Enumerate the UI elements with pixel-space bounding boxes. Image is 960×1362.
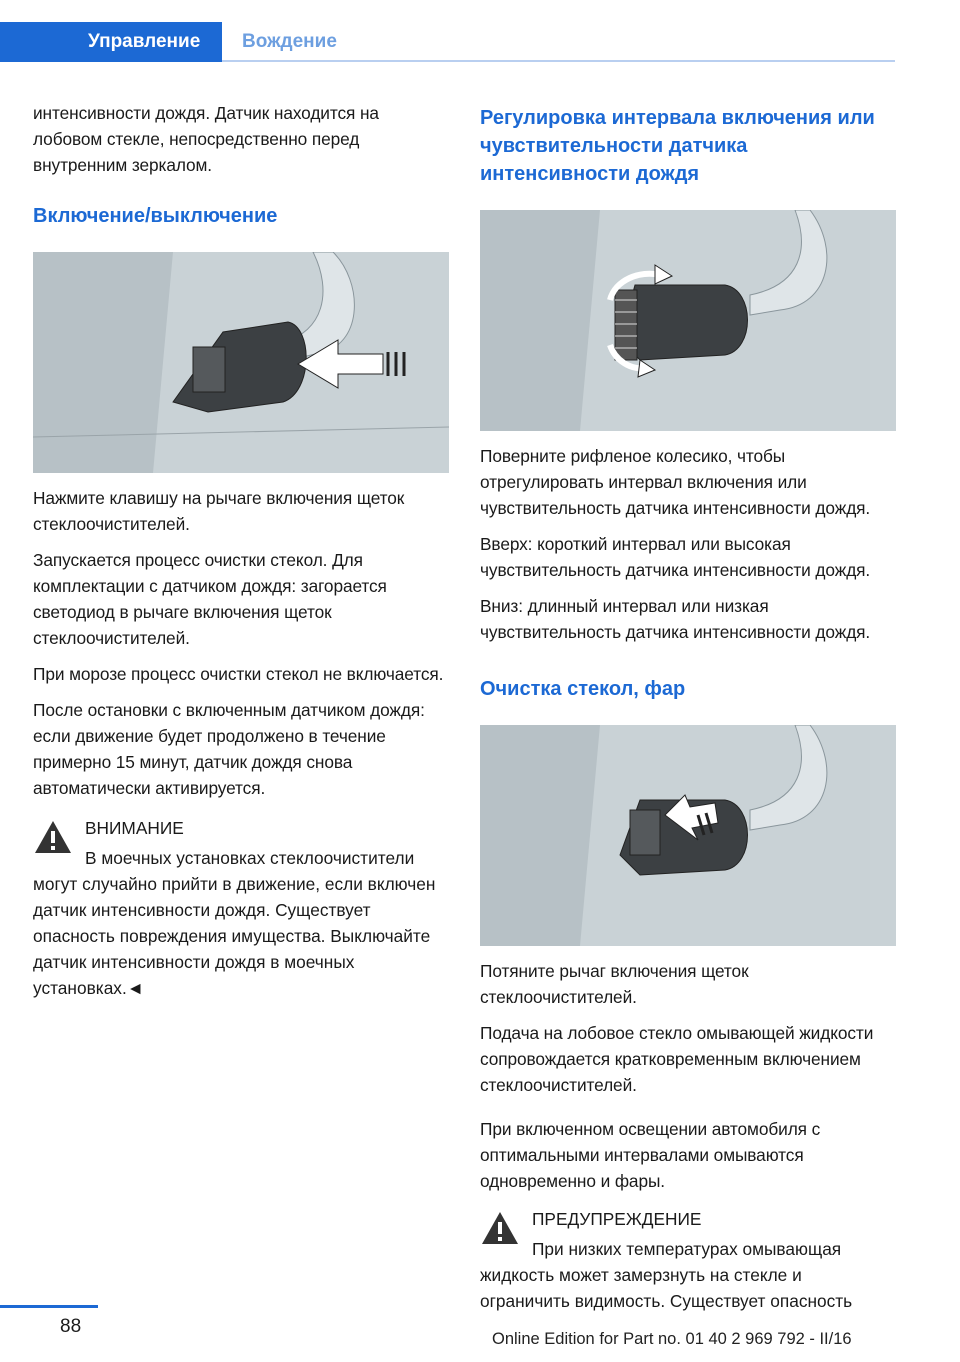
restart-paragraph: После остановки с включенным датчиком дождя: если движение будет продолжено в течение примерно 15 минут, датчик дождя снова автоматически активируется. (33, 700, 425, 798)
page-number: 88 (60, 1316, 82, 1337)
wiper-lever-illustration (33, 252, 449, 473)
caution-box (480, 1206, 896, 1314)
right-column (480, 100, 896, 1314)
warning-box (33, 815, 449, 1001)
page-number-rule (0, 1305, 98, 1308)
figure-washer-pull (480, 725, 896, 946)
frost-paragraph: При морозе процесс очистки стекол не включается. (33, 664, 444, 684)
tab-driving[interactable]: Вождение (242, 31, 337, 52)
figure-interval-wheel (480, 210, 896, 431)
figure-wiper-button (33, 252, 449, 473)
pull-lever-paragraph: Потяните рычаг включения щеток стеклоочистителей. (480, 961, 749, 1007)
heading-interval: Регулировка интервала включения или чувствительности датчика интенсивности дождя (480, 107, 875, 185)
headlights-paragraph: При включенном освещении автомобиля с оптимальными интервалами омываются одновременно и фары. (480, 1119, 821, 1191)
tab-divider (222, 60, 895, 62)
wheel-illustration (480, 210, 896, 431)
left-column (33, 100, 449, 1001)
heading-on-off: Включение/выключение (33, 205, 278, 227)
up-paragraph: Вверх: короткий интервал или высокая чувствительность датчика интенсивности дождя. (480, 534, 871, 580)
intro-paragraph: интенсивности дождя. Датчик находится на лобовом стекле, непосредственно перед внутренним зеркалом. (33, 103, 379, 175)
tab-controls[interactable]: Управление (0, 22, 222, 62)
washer-illustration (480, 725, 896, 946)
down-paragraph: Вниз: длинный интервал или низкая чувствительность датчика интенсивности дождя. (480, 596, 871, 642)
heading-clean: Очистка стекол, фар (480, 678, 686, 700)
warning-triangle-icon (33, 819, 73, 855)
caution-body: При низких температурах омывающая жидкость может замерзнуть на стекле и ограничить видимость. Существует опасность (480, 1239, 853, 1311)
chapter-tabs (0, 0, 895, 64)
caution-title: ПРЕДУПРЕЖДЕНИЕ (532, 1209, 702, 1229)
edition-footer: Online Edition for Part no. 01 40 2 969 792 - II/16 (492, 1330, 852, 1348)
washer-fluid-paragraph: Подача на лобовое стекло омывающей жидкости сопровождается кратковременным включением стеклоочистителей. (480, 1023, 874, 1095)
warning-body: В моечных установках стеклоочистители могут случайно прийти в движение, если включен датчик интенсивности дождя. Существует опасность повреждения имущества. Выключайте датчик интенсивности дождя в моечных установках.◄ (33, 848, 436, 998)
wiping-starts-paragraph: Запускается процесс очистки стекол. Для комплектации с датчиком дождя: загорается светодиод в рычаге включения щеток стеклоочистителей. (33, 550, 387, 648)
press-button-paragraph: Нажмите клавишу на рычаге включения щеток стеклоочистителей. (33, 488, 405, 534)
turn-wheel-paragraph: Поверните рифленое колесико, чтобы отрегулировать интервал включения или чувствительность датчика интенсивности дождя. (480, 446, 871, 518)
warning-title: ВНИМАНИЕ (85, 818, 184, 838)
warning-triangle-icon (480, 1210, 520, 1246)
